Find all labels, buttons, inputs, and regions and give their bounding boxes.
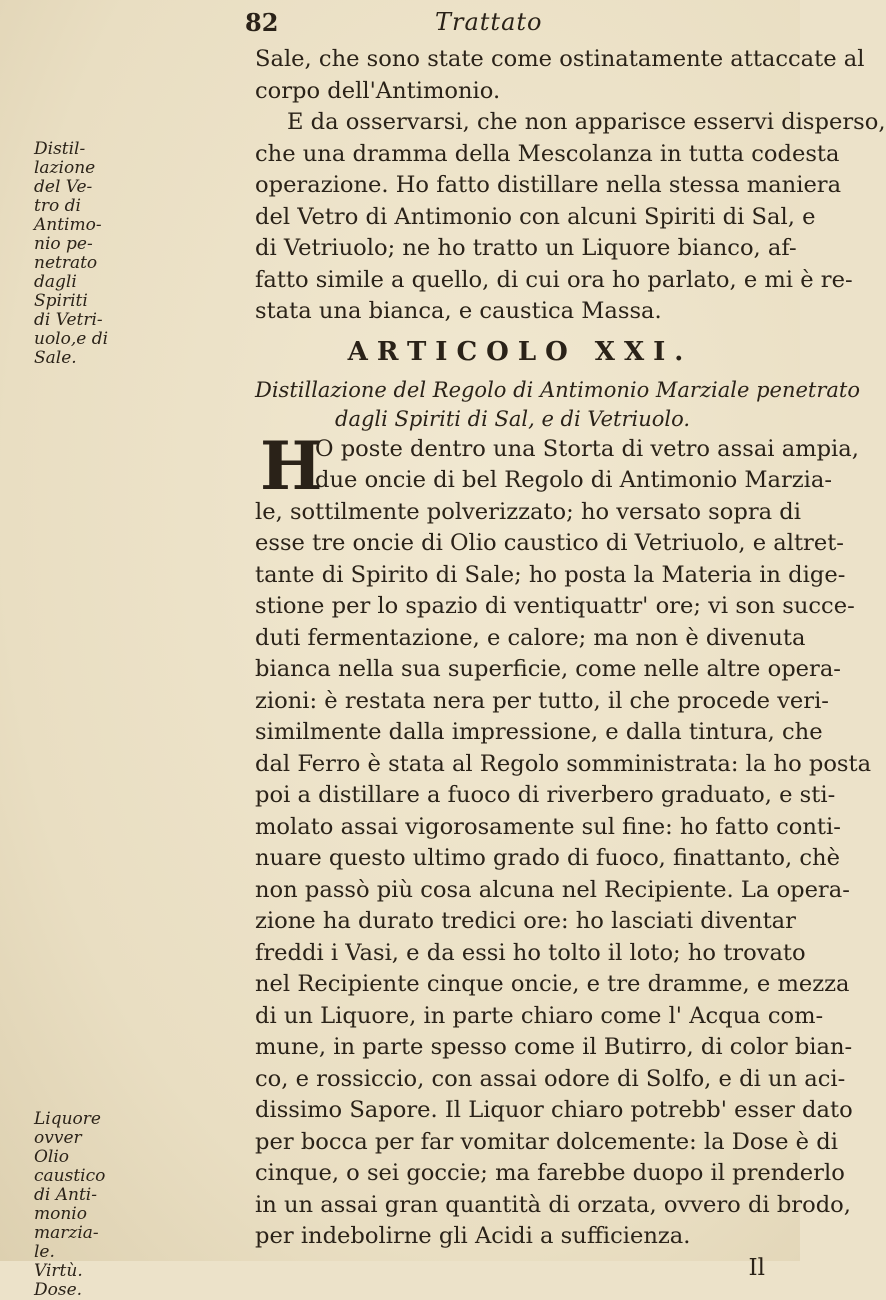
margin-note-liquor (34, 1110, 144, 1300)
text-line: co, e rossiccio, con assai odore di Solfo, e di un aci- (255, 1065, 846, 1092)
text-line: due oncie di bel Regolo di Antimonio Marzia- (315, 467, 832, 493)
text-line: duti fermentazione, e calore; ma non è divenuta (255, 624, 806, 651)
text-line: nuare questo ultimo grado di fuoco, finattanto, chè (255, 845, 840, 871)
margin-line: caustico (34, 1166, 106, 1186)
article-subtitle: Distillazione del Regolo di Antimonio Marziale penetrato (255, 377, 860, 402)
text-line: zione ha durato tredici ore: ho lasciati diventar (255, 908, 796, 934)
text-line: dissimo Sapore. Il Liquor chiaro potrebb' esser dato (255, 1097, 853, 1123)
text-line: E da osservarsi, che non apparisce esservi disperso, (287, 109, 886, 135)
article-subtitle: dagli Spiriti di Sal, e di Vetriuolo. (335, 406, 691, 431)
catchword: Il (748, 1254, 765, 1281)
margin-line: Spiriti (34, 291, 88, 311)
margin-line: Antimo- (34, 215, 102, 235)
margin-line: Liquore (34, 1109, 101, 1129)
article-body (255, 426, 872, 1285)
margin-line: Sale. (34, 348, 77, 368)
text-line: similmente dalla impressione, e dalla tintura, che (255, 719, 823, 745)
text-line: in un assai gran quantità di orzata, ovvero di brodo, (255, 1191, 851, 1218)
margin-line: tro di (34, 196, 81, 216)
text-line: per indebolirne gli Acidi a sufficienza. (255, 1223, 691, 1249)
text-line: operazione. Ho fatto distillare nella stessa maniera (255, 172, 842, 198)
text-line: freddi i Vasi, e da essi ho tolto il loto; ho trovato (255, 939, 806, 966)
margin-line: del Ve- (34, 177, 93, 197)
margin-line: nio pe- (34, 234, 93, 254)
main-text (255, 44, 886, 1284)
margin-line: marzia- (34, 1223, 99, 1243)
margin-line: uolo,e di (34, 329, 109, 349)
margin-line: le. (34, 1242, 55, 1262)
text-line: bianca nella sua superficie, come nelle altre opera- (255, 656, 841, 682)
margin-line: dagli (34, 272, 77, 292)
margin-line: Olio (34, 1147, 70, 1167)
text-line: le, sottilmente polverizzato; ho versato sopra di (255, 498, 801, 525)
text-line: che una dramma della Mescolanza in tutta codesta (255, 140, 840, 167)
margin-note-distillation (34, 140, 144, 368)
margin-line: Virtù. (34, 1261, 83, 1281)
text-line: per bocca per far vomitar dolcemente: la Dose è di (255, 1128, 838, 1155)
page-header (245, 8, 665, 36)
text-line: esse tre oncie di Olio caustico di Vetriuolo, e altret- (255, 530, 844, 556)
text-line: nel Recipiente cinque oncie, e tre dramme, e mezza (255, 971, 850, 997)
margin-line: monio (34, 1204, 87, 1224)
text-line: mune, in parte spesso come il Butirro, di color bian- (255, 1034, 853, 1060)
page-number: 82 (245, 8, 279, 37)
text-line: poi a distillare a fuoco di riverbero graduato, e sti- (255, 782, 836, 808)
margin-line: di Vetri- (34, 310, 103, 330)
margin-line: netrato (34, 253, 98, 273)
running-title: Trattato (435, 8, 543, 36)
margin-line: di Anti- (34, 1185, 97, 1205)
text-line: stione per lo spazio di ventiquattr' ore; vi son succe- (255, 593, 855, 619)
text-line: tante di Spirito di Sale; ho posta la Materia in dige- (255, 561, 846, 588)
text-line: zioni: è restata nera per tutto, il che procede veri- (255, 687, 829, 714)
text-line: Sale, che sono state come ostinatamente attaccate al (255, 46, 865, 72)
drop-cap: H (260, 426, 323, 505)
margin-line: lazione (34, 158, 96, 178)
text-line: dal Ferro è stata al Regolo somministrata: la ho posta (255, 750, 872, 777)
text-line: di Vetriuolo; ne ho tratto un Liquore bianco, af- (255, 235, 797, 261)
text-line: fatto simile a quello, di cui ora ho parlato, e mi è re- (255, 266, 853, 293)
margin-line: Distil- (34, 139, 86, 159)
text-line: corpo dell'Antimonio. (255, 77, 501, 104)
margin-line: Dose. (34, 1280, 83, 1300)
margin-line: ovver (34, 1128, 82, 1148)
text-line: O poste dentro una Storta di vetro assai ampia, (315, 435, 859, 462)
text-line: cinque, o sei goccie; ma farebbe duopo il prenderlo (255, 1160, 845, 1186)
text-line: molato assai vigorosamente sul fine: ho fatto conti- (255, 813, 841, 840)
text-line: non passò più cosa alcuna nel Recipiente. La opera- (255, 876, 850, 903)
text-line: stata una bianca, e caustica Massa. (255, 298, 662, 324)
article-heading: ARTICOLO XXI. (347, 336, 693, 367)
text-line: del Vetro di Antimonio con alcuni Spiriti di Sal, e (255, 203, 816, 230)
text-line: di un Liquore, in parte chiaro come l' Acqua com- (255, 1002, 824, 1029)
